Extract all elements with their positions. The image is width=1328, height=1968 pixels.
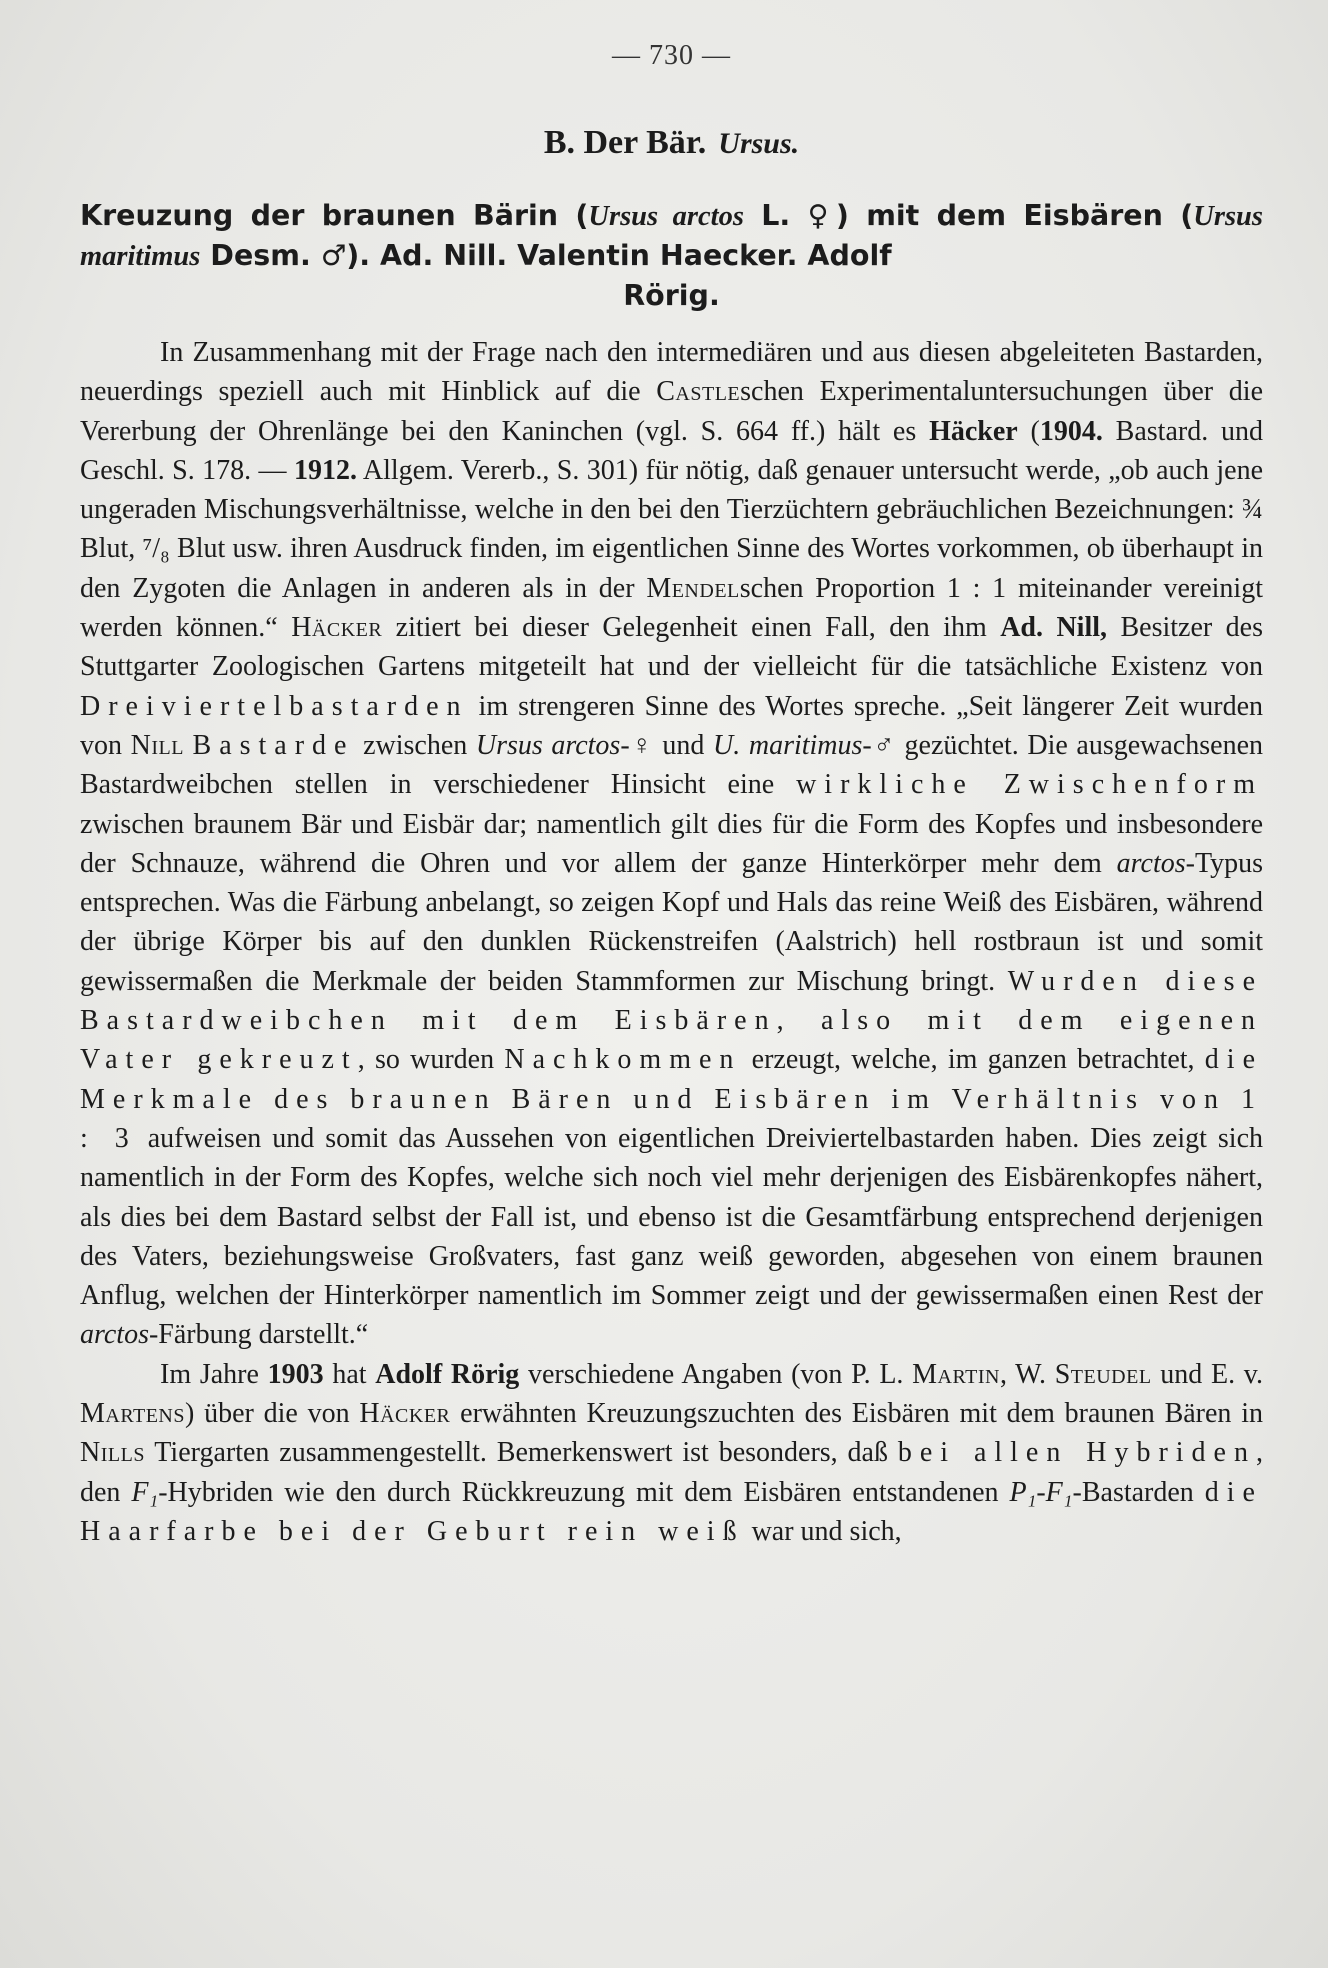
text: im strengeren Sinne des Wortes spreche. „Seit längerer Zeit wurden von	[80, 690, 1263, 761]
text: -♀ und	[620, 729, 714, 761]
text: , den	[80, 1437, 1263, 1508]
heading-author: Rörig.	[623, 279, 720, 312]
heading-species: Ursus maritimus	[80, 201, 1263, 272]
text: Besitzer des Stuttgarter Zoologischen Gartens mitgeteilt hat und der vielleicht für die tatsächliche Existenz von	[80, 612, 1264, 683]
heading-species: Ursus arctos	[588, 201, 744, 232]
generation-symbol: F₁	[131, 1476, 159, 1508]
text: verschiedene Angaben (von P. L.	[519, 1358, 913, 1390]
text: schen Proportion 1 : 1 miteinander vereinigt werden können.“	[80, 572, 1263, 644]
text: , so wurden	[357, 1044, 505, 1076]
spaced-emphasis: Nachkommen	[504, 1044, 742, 1076]
author-name: Adolf Rörig	[375, 1358, 520, 1390]
author-name: Castle	[656, 376, 741, 408]
text: -Färbung darstellt.“	[148, 1319, 369, 1351]
section-title	[80, 124, 1263, 162]
author-name: Martens	[80, 1398, 185, 1430]
text: und E. v.	[1151, 1358, 1263, 1390]
spaced-emphasis: wirkliche Zwischenform	[796, 769, 1263, 801]
author-name: Nills	[80, 1437, 145, 1469]
species-name: U. maritimus	[713, 729, 863, 761]
text: erzeugt, welche, im ganzen betrachtet,	[741, 1044, 1205, 1076]
text: erwähnten Kreuzungszuchten des Eisbären mit dem braunen Bären in	[450, 1398, 1263, 1430]
species-name: Ursus arctos	[475, 729, 621, 761]
heading-text: Desm. ♂). Ad. Nill. Valentin Haecker. Adolf	[200, 239, 892, 272]
text: war und sich,	[744, 1515, 902, 1547]
generation-symbol: P₁-F₁	[1009, 1476, 1073, 1508]
author-name: Häcker	[929, 415, 1018, 447]
paragraph-1	[80, 333, 1263, 1355]
text: -Hybriden wie den durch Rückkreuzung mit dem Eisbären entstandenen	[158, 1476, 1010, 1508]
text: hat	[323, 1358, 376, 1390]
year: 1903	[267, 1358, 324, 1390]
author-name: Ad. Nill,	[1000, 612, 1108, 644]
heading-text: L. ♀) mit dem Eisbären (	[743, 199, 1194, 232]
text: Allgem. Vererb., S. 301) für nötig, daß genauer untersucht werde, „ob auch jene ungeraden Mischungsverhältnisse, welche in den bei den Tierzüchtern gebräuchlichen Bezeichnungen: ¾ Blut, ⁷/₈ Blut usw. ihren Ausdruck finden, im eigentlichen Sinne des Wortes vorkommen, ob überhaupt in den Zygoten die Anlagen in anderen als in der	[80, 454, 1263, 604]
text	[184, 730, 193, 761]
section-title-text: B. Der Bär.	[543, 124, 707, 161]
author-name: Häcker	[359, 1398, 451, 1430]
text: -Typus entsprechen. Was die Färbung anbelangt, so zeigen Kopf und Hals das reine Weiß des Eisbären, während der übrige Körper bis auf den dunklen Rückenstreifen (Aalstrich) hell rostbraun ist und somit gewissermaßen die Merkmale der beiden Stammformen zur Mischung bringt.	[80, 847, 1263, 997]
author-name: Martin	[912, 1358, 1000, 1390]
text: , W.	[999, 1358, 1055, 1390]
page-content	[80, 40, 1263, 1551]
paragraph-2	[80, 1355, 1263, 1551]
section-title-latin: Ursus.	[718, 127, 800, 160]
text: Im Jahre	[160, 1358, 268, 1390]
text: (	[1017, 415, 1040, 447]
spaced-emphasis: Wurden diese Bastardweibchen mit dem Eisbären, also mit dem eigenen Vater gekreuzt	[80, 965, 1264, 1076]
spaced-emphasis: Bastarde	[192, 729, 355, 761]
text: zwischen braunem Bär und Eisbär dar; namentlich gilt dies für die Form des Kopfes und insbesondere der Schnauze, während die Ohren und vor allem der ganze Hinterkörper mehr dem	[80, 808, 1263, 879]
author-name: Nill	[130, 729, 184, 761]
page-number: — 730 —	[612, 40, 731, 71]
text: schen Experimentaluntersuchungen über die Vererbung der Ohrenlänge bei den Kaninchen (vgl. S. 664 ff.) hält es	[80, 376, 1264, 447]
article-heading	[80, 196, 1263, 315]
year: 1912.	[293, 454, 357, 486]
text: -♂ gezüchtet. Die ausgewachsenen Bastardweibchen stellen in verschiedener Hinsicht eine	[80, 729, 1263, 801]
spaced-emphasis: Dreiviertelbastarden	[80, 690, 469, 722]
text: aufweisen und somit das Aussehen von eigentlichen Dreiviertelbastarden haben. Dies zeigt sich namentlich in der Form des Kopfes, welche sich noch viel mehr derjenigen des Eisbärenkopfes nähert, als dies bei dem Bastard selbst der Fall ist, und ebenso ist die Gesamtfärbung entsprechend derjenigen des Vaters, beziehungsweise Großvaters, fast ganz weiß geworden, abgesehen von einem braunen Anflug, welchen der Hinterkörper namentlich im Sommer zeigt und der gewissermaßen einen Rest der	[80, 1122, 1263, 1312]
text: Tiergarten zusammengestellt. Bemerkenswert ist besonders, daß	[144, 1437, 898, 1469]
species-name: arctos	[80, 1319, 149, 1351]
spaced-emphasis: die Haarfarbe bei der Geburt rein weiß	[80, 1476, 1263, 1547]
heading-text: Kreuzung der braunen Bärin (	[80, 199, 589, 232]
author-name: Häcker	[291, 612, 383, 644]
species-name: arctos	[1116, 847, 1186, 879]
text: Bastard. und Geschl. S. 178. —	[80, 415, 1264, 486]
author-name: Steudel	[1054, 1358, 1152, 1390]
spaced-emphasis: die Merkmale des braunen Bären und Eisbären im Verhältnis von 1 : 3	[80, 1044, 1264, 1154]
text: ) über die von	[184, 1398, 360, 1430]
text: In Zusammenhang mit der Frage nach den intermediären und aus diesen abgeleiteten Bastarden, neuerdings speziell auch mit Hinblick auf die	[80, 337, 1263, 408]
author-name: Mendel	[646, 572, 740, 604]
spaced-emphasis: bei allen Hybriden	[897, 1437, 1256, 1469]
year: 1904.	[1039, 415, 1103, 447]
text: -Bastarden	[1072, 1476, 1205, 1508]
text: zwischen	[354, 729, 476, 761]
text: zitiert bei dieser Gelegenheit einen Fall, den ihm	[382, 612, 1001, 644]
